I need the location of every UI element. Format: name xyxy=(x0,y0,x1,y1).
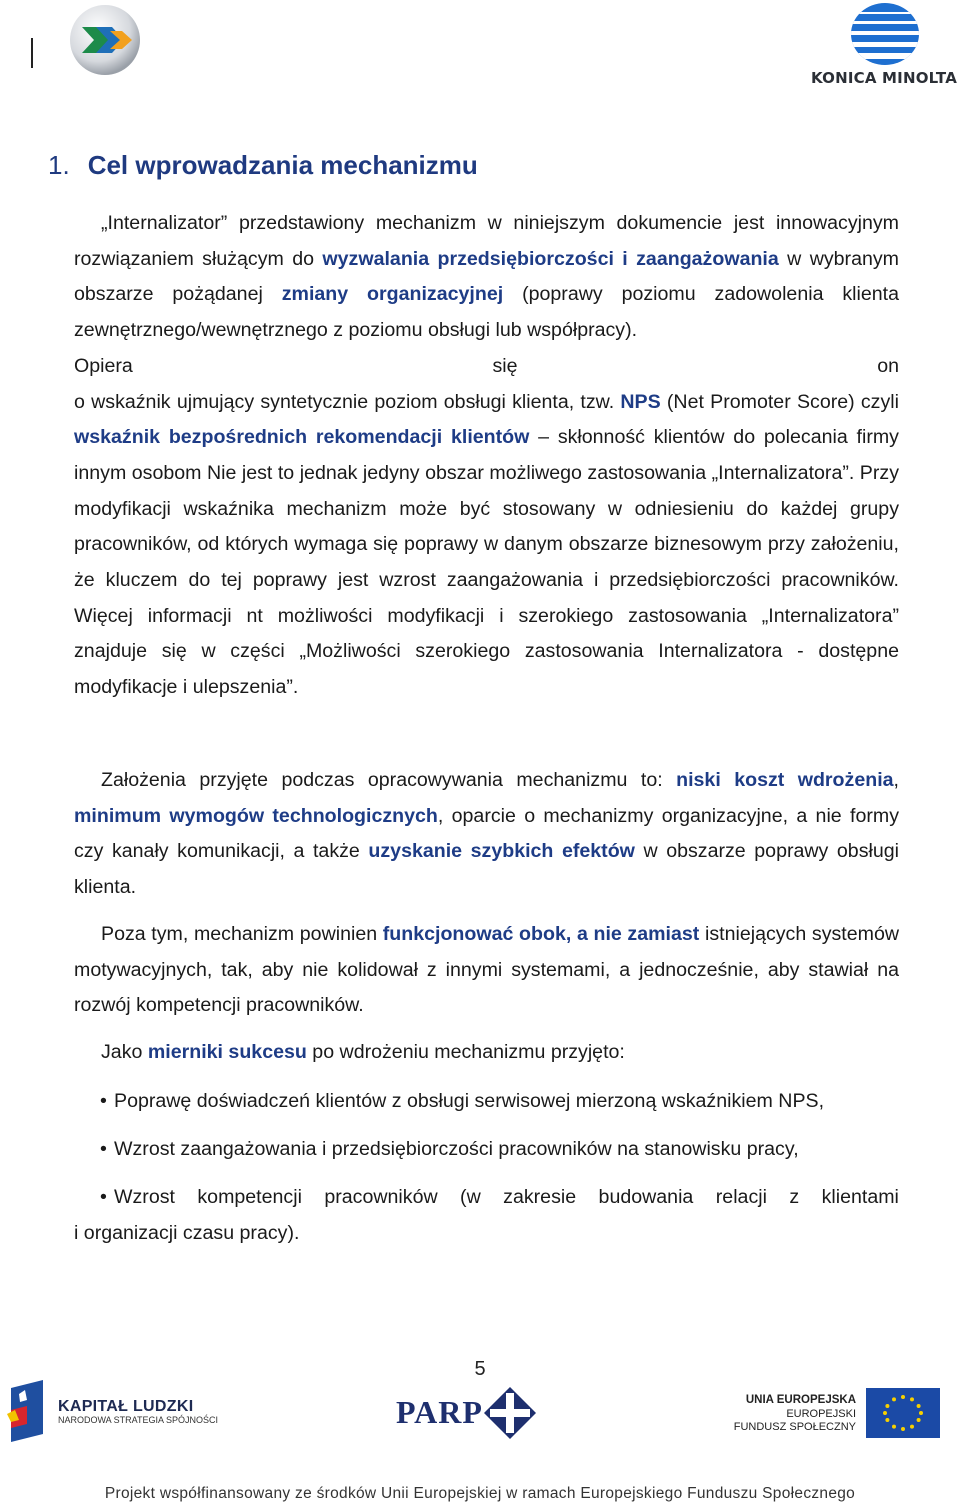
globe-icon xyxy=(850,2,920,66)
word: relacji xyxy=(715,1186,767,1208)
parp-text: PARP xyxy=(396,1394,483,1430)
paragraph-intro xyxy=(74,206,899,706)
eu-union-text: UNIA EUROPEJSKA xyxy=(745,1394,856,1406)
bullet-icon: • xyxy=(100,1090,107,1112)
eu-fund-text: FUNDUSZ SPOŁECZNY xyxy=(733,1421,856,1433)
paragraph-intro-part1 xyxy=(74,206,899,349)
text-run: „Internalizator” przedstawiony mechanizm w niniejszym dokumencie jest innowacyjnym rozwiązaniem służącym do xyxy=(74,212,899,270)
text-run: Założenia przyjęte podczas opracowywania mechanizmu to: xyxy=(101,769,677,791)
konica-minolta-text: KONICA MINOLTA xyxy=(810,69,958,87)
text-run: (poprawy poziomu zadowolenia klienta zewnętrznego/wewnętrznego z poziomu obsługi lub współpracy). xyxy=(74,283,900,342)
text-run: Jako xyxy=(101,1041,148,1063)
word: pracowników xyxy=(324,1186,438,1208)
word: z xyxy=(789,1186,800,1208)
text-run: , xyxy=(893,769,899,791)
section-heading xyxy=(48,150,478,181)
word: budowania xyxy=(598,1186,694,1208)
footer-cofinancing-note: Projekt współfinansowany ze środków Unii Europejskiej w ramach Europejskiego Funduszu Społecznego xyxy=(104,1485,856,1502)
spread-line xyxy=(74,349,899,385)
bold-run: zmiany organizacyjnej xyxy=(281,283,504,306)
text-run: Poza tym, mechanizm powinien xyxy=(101,923,383,945)
kapital-ludzki-logo xyxy=(5,1378,219,1444)
bold-run: uzyskanie szybkich efektów xyxy=(368,840,635,863)
text-run: (Net Promoter Score) czyli xyxy=(660,390,899,413)
bullet-icon: • xyxy=(100,1138,107,1160)
bold-run: minimum wymogów technologicznych xyxy=(74,804,438,827)
paragraph-coexistence xyxy=(74,917,899,1024)
text-run: się xyxy=(492,354,518,377)
word: klientami xyxy=(821,1186,899,1208)
bold-run: wskaźnik bezpośrednich rekomendacji klientów xyxy=(74,426,530,449)
paragraph-intro-part2 xyxy=(74,385,899,706)
word: kompetencji xyxy=(197,1186,302,1208)
bold-run: funkcjonować obok, a nie zamiast xyxy=(382,923,700,945)
text-run: w wybranym obszarze pożądanej xyxy=(74,247,899,306)
eu-logo xyxy=(733,1386,940,1442)
kapital-ludzki-subtitle: NARODOWA STRATEGIA SPÓJNOŚCI xyxy=(58,1415,219,1425)
kapital-ludzki-icon xyxy=(5,1380,49,1442)
word: zakresie xyxy=(503,1186,577,1208)
kapital-ludzki-title: KAPITAŁ LUDZKI xyxy=(58,1398,194,1415)
page-number: 5 xyxy=(474,1358,486,1380)
bold-run: wyzwalania przedsiębiorczości i zaangażowania xyxy=(322,247,779,270)
parp-logo xyxy=(396,1386,541,1440)
list-item xyxy=(100,1090,899,1113)
section-number: 1. xyxy=(48,150,70,180)
text-run: on xyxy=(877,354,899,377)
paragraph-success-metrics xyxy=(74,1035,899,1071)
text-run: istniejących systemów motywacyjnych, tak, aby nie kolidował z innymi systemami, a jednocześnie, aby stawiał na rozwój kompetencji pracowników. xyxy=(74,923,899,1017)
text-run: Opiera xyxy=(74,354,133,377)
bold-run: niski koszt wdrożenia xyxy=(676,769,894,791)
arrow-logo-icon xyxy=(68,3,142,77)
text-run: , oparcie o mechanizmy organizacyjne, a nie formy czy kanały komunikacji, a także xyxy=(74,804,899,863)
eu-european-text: EUROPEJSKI xyxy=(786,1408,856,1420)
bullet-icon: • xyxy=(100,1186,107,1208)
parp-diamond-icon xyxy=(484,1387,536,1439)
list-item-continuation: i organizacji czasu pracy). xyxy=(74,1221,300,1244)
list-item-text: Poprawę doświadczeń klientów z obsługi serwisowej mierzoną wskaźnikiem NPS, xyxy=(114,1090,825,1112)
paragraph-assumptions xyxy=(74,763,899,906)
bold-run: mierniki sukcesu xyxy=(147,1041,307,1063)
konica-minolta-logo xyxy=(808,2,960,94)
list-item-text: Wzrost zaangażowania i przedsiębiorczości pracowników na stanowisku pracy, xyxy=(114,1138,799,1160)
section-title: Cel wprowadzania mechanizmu xyxy=(87,150,478,180)
eu-flag-icon xyxy=(866,1388,940,1438)
word: (w xyxy=(460,1186,481,1208)
text-run: w obszarze poprawy obsługi klienta. xyxy=(74,840,899,899)
list-item xyxy=(74,1180,899,1251)
list-item xyxy=(100,1138,899,1161)
bold-run: NPS xyxy=(620,390,661,413)
word: Wzrost xyxy=(114,1186,175,1208)
text-run: po wdrożeniu mechanizmu przyjęto: xyxy=(306,1041,625,1063)
list-item-justified-line xyxy=(74,1180,899,1216)
text-run: – skłonność klientów do polecania firmy innym osobom Nie jest to jednak jedyny obszar możliwego zastosowania „Internalizatora”. Przy modyfikacji wskaźnika mechanizm może być stosowany w odniesieniu do każdej grupy pracowników, od których wymaga się poprawy w danym obszarze biznesowym przy założeniu, że kluczem do tej poprawy jest wzrost zaangażowania i przedsiębiorczości pracowników. Więcej informacji nt możliwości modyfikacji i szerokiego zastosowania „Internalizatora” znajduje się w części „Możliwości szerokiego zastosowania Internalizatora - dostępne modyfikacje i ulepszenia”. xyxy=(74,426,899,699)
text-run: o wskaźnik ujmujący syntetycznie poziom obsługi klienta, tzw. xyxy=(74,390,621,413)
text-cursor xyxy=(31,38,33,68)
